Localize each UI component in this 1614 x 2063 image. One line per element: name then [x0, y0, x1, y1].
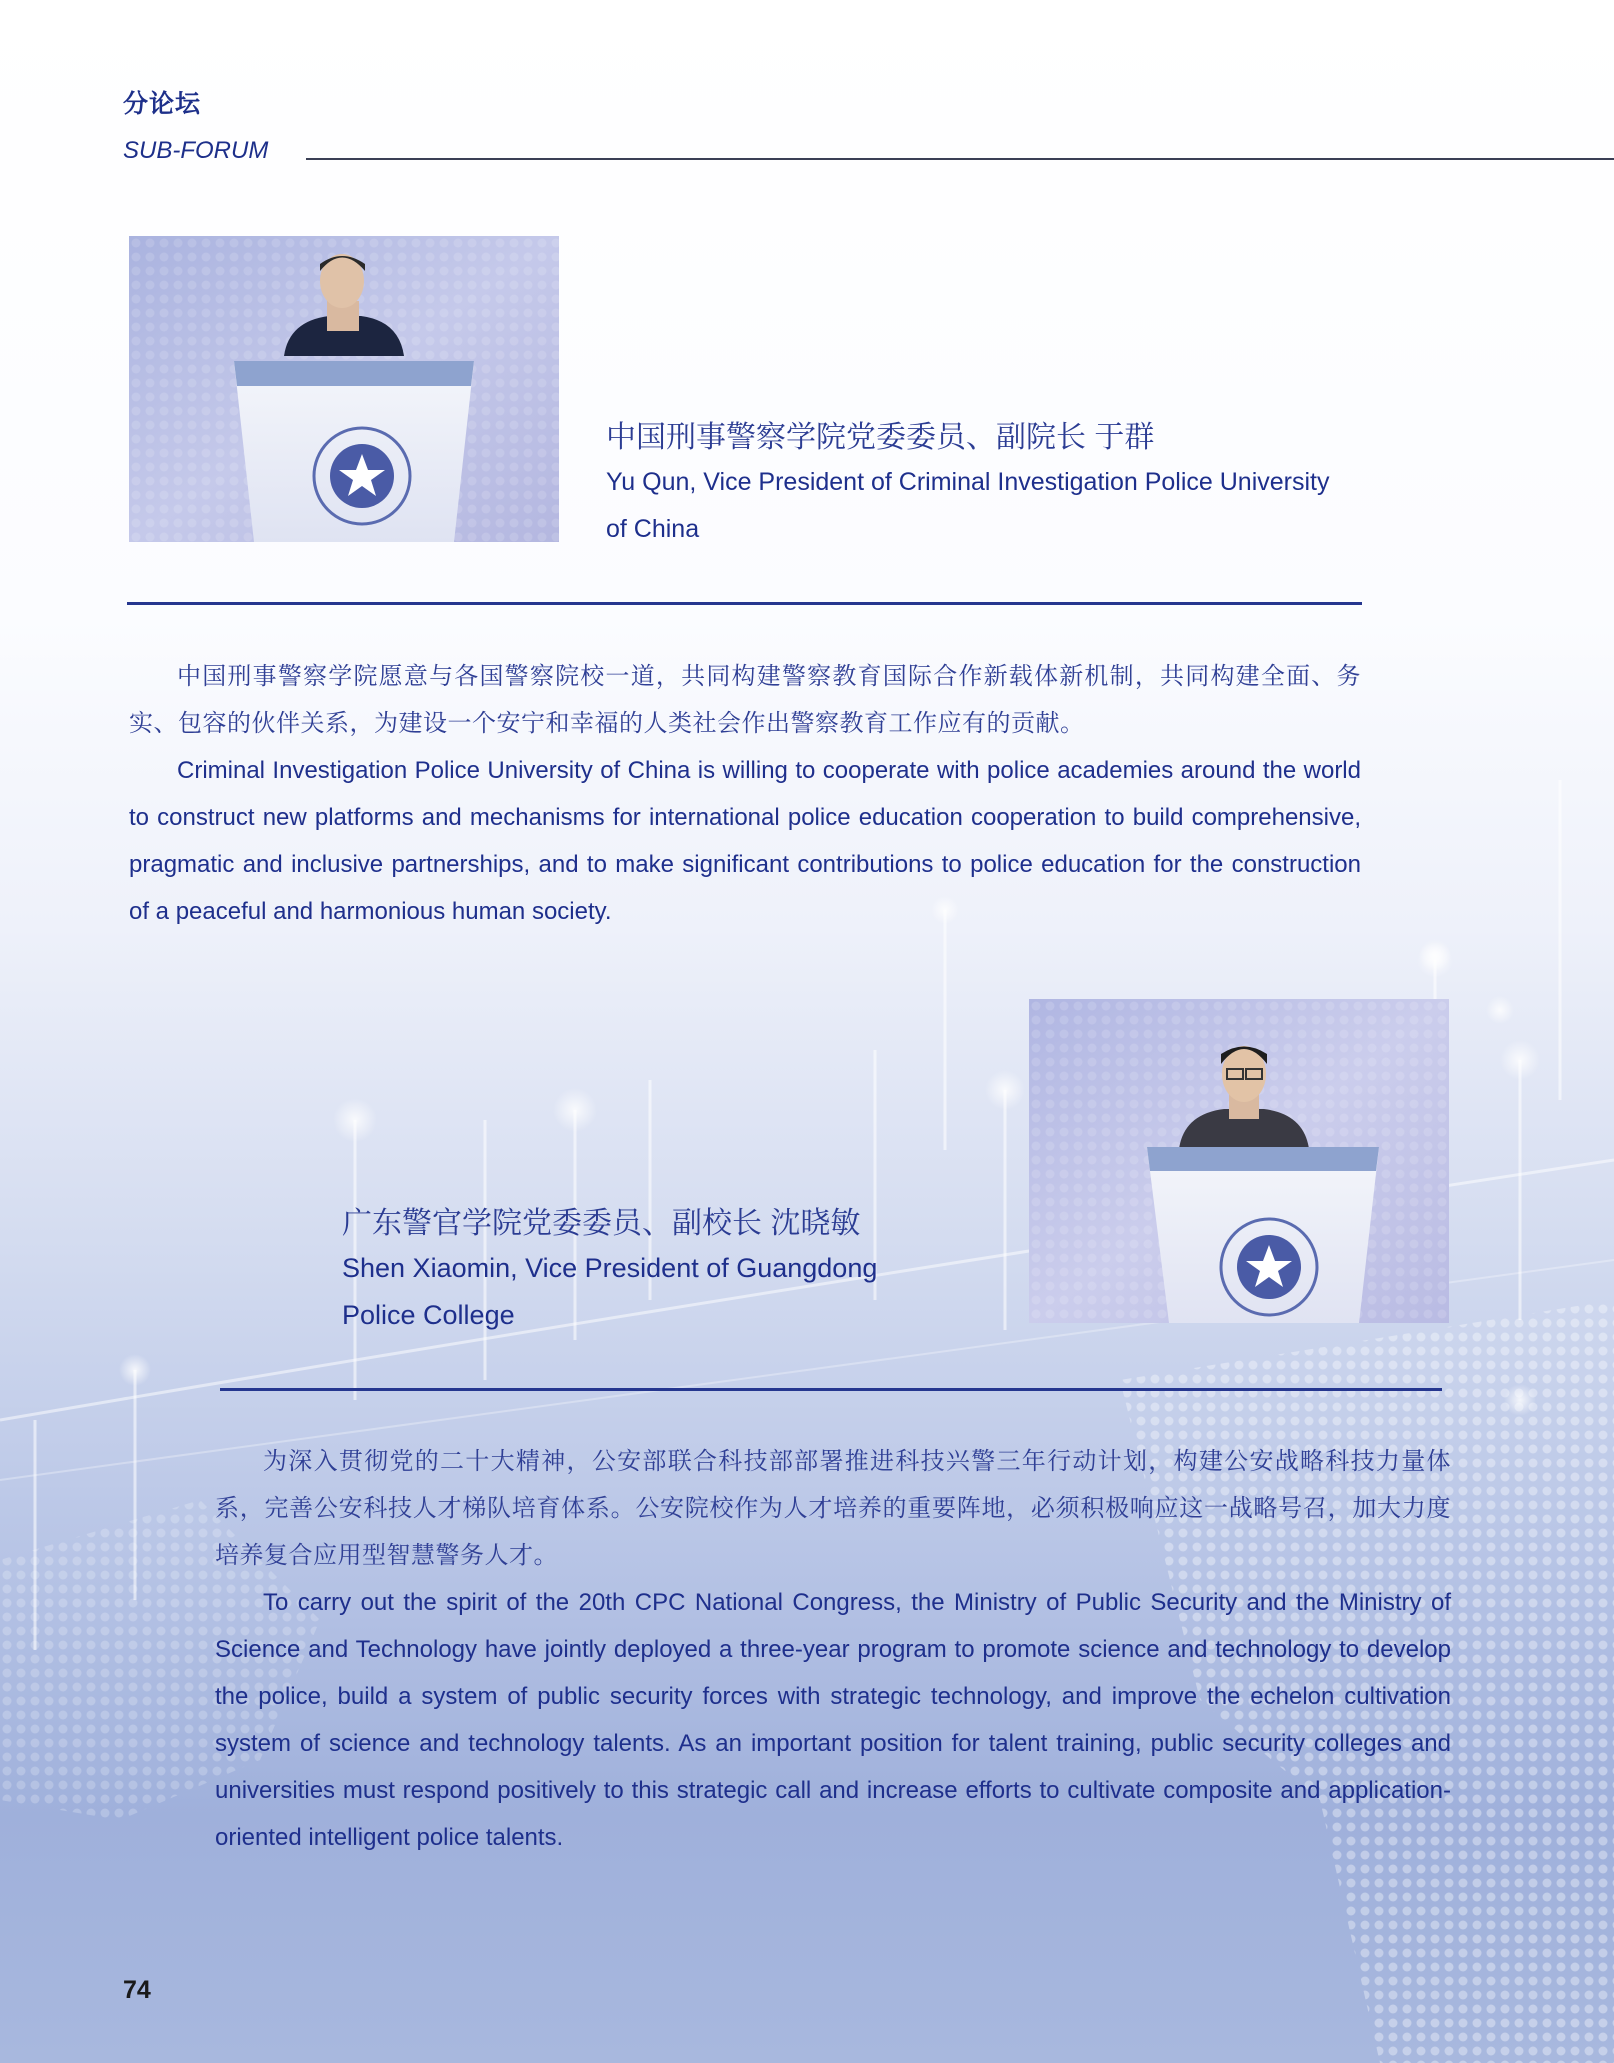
speaker2-divider [220, 1388, 1442, 1391]
section-title-cn: 分论坛 [123, 90, 202, 118]
speaker1-divider [127, 602, 1362, 605]
speaker2-name-en-line2: Police College [342, 1300, 515, 1330]
section-title-en: SUB-FORUM [123, 137, 269, 164]
page-number: 74 [123, 1976, 151, 2004]
speaker1-paragraph-en: Criminal Investigation Police University of China is willing to cooperate with police academies around the world to construct new platforms and mechanisms for international police education cooperation to build comprehensive, pragmatic and inclusive partnerships, and to make significant contributions to police education for the construction of a peaceful and harmonious human society. [129, 757, 1361, 925]
speaker1-name-cn: 中国刑事警察学院党委委员、副院长 于群 [606, 421, 1155, 454]
speaker2-name-en-line1: Shen Xiaomin, Vice President of Guangdong [342, 1253, 878, 1283]
speaker1-name-en-line1: Yu Qun, Vice President of Criminal Investigation Police University [606, 468, 1330, 496]
speaker2-name-cn: 广东警官学院党委委员、副校长 沈晓敏 [342, 1207, 861, 1240]
speaker1-name-en-line2: of China [606, 515, 700, 543]
speaker2-paragraph-en: To carry out the spirit of the 20th CPC National Congress, the Ministry of Public Security and the Ministry of Science and Technology have jointly deployed a three-year program to promote science and technology to develop the police, build a system of public security forces with strategic technology, and improve the echelon cultivation system of science and technology talents. As an important position for talent training, public security colleges and universities must respond positively to this strategic call and increase efforts to cultivate composite and application-oriented intelligent police talents. [215, 1589, 1451, 1851]
speaker2-paragraph-cn: 为深入贯彻党的二十大精神，公安部联合科技部部署推进科技兴警三年行动计划，构建公安战略科技力量体系，完善公安科技人才梯队培育体系。公安院校作为人才培养的重要阵地，必须积极响应这一战略号召，加大力度培养复合应用型智慧警务人才。 [215, 1448, 1451, 1569]
header-divider [306, 158, 1614, 160]
speaker1-photo [129, 236, 559, 542]
speaker2-photo [1029, 999, 1449, 1323]
speaker1-paragraph-cn: 中国刑事警察学院愿意与各国警察院校一道，共同构建警察教育国际合作新载体新机制，共同构建全面、务实、包容的伙伴关系，为建设一个安宁和幸福的人类社会作出警察教育工作应有的贡献。 [129, 663, 1361, 737]
